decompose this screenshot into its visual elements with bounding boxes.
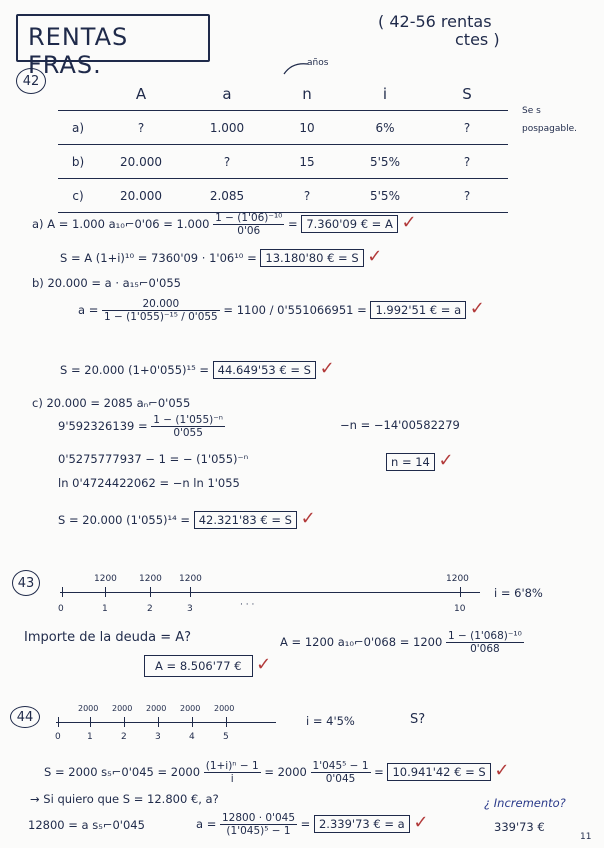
data-table	[58, 77, 508, 213]
eq-b2-num: 20.000	[102, 298, 220, 311]
problem-42-number: 42	[22, 73, 40, 89]
check-icon: ✓	[469, 298, 485, 319]
table-header-row	[58, 77, 508, 111]
eq-c2-num: 1 − (1'055)⁻ⁿ	[153, 414, 223, 426]
table-cell: c)	[72, 188, 84, 203]
anos-label: años	[307, 58, 329, 68]
page-number: 11	[580, 832, 592, 842]
table-cell: 2.085	[209, 188, 245, 203]
eq-44-s-num1: (1+i)ⁿ − 1	[205, 760, 259, 772]
eq-b1: b) 20.000 = a · a₁₅⌐0'055	[32, 276, 181, 290]
range-note-line2: ctes )	[455, 30, 500, 49]
payment-label: 2000	[146, 704, 167, 713]
tick	[124, 717, 125, 727]
payment-label: 1200	[446, 574, 469, 584]
eq-b2-mid: = 1100 / 0'551066951	[223, 303, 354, 317]
increment-label: ¿ Incremento?	[484, 796, 566, 810]
tick-label: · · ·	[240, 600, 255, 610]
eq-a1-fraction	[213, 212, 284, 237]
tick	[90, 717, 91, 727]
problem-43-number: 43	[17, 575, 35, 591]
tick	[158, 717, 159, 727]
eq-b2-den: 1 − (1'055)⁻¹⁵ / 0'055	[104, 311, 218, 323]
eq-a1-den: 0'06	[237, 225, 261, 237]
rate-44: i = 4'5%	[306, 714, 355, 728]
tick-label: 5	[223, 732, 229, 742]
table-cell: ?	[463, 154, 471, 169]
table-cell: 6%	[375, 120, 395, 135]
check-icon: ✓	[367, 246, 383, 267]
eq-c5-lhs: S = 20.000 (1'055)¹⁴ =	[58, 513, 191, 527]
eq-44-s-fraction2	[311, 760, 371, 785]
result-c5: 42.321'83 € = S	[194, 511, 297, 529]
tick	[192, 717, 193, 727]
question-44: → Si quiero que S = 12.800 €, a?	[30, 792, 219, 806]
eq-c2-fraction	[151, 414, 225, 439]
payment-label: 2000	[214, 704, 235, 713]
check-icon: ✓	[401, 212, 417, 233]
table-cell: 20.000	[120, 154, 162, 169]
eq-44-s-lhs: S = 2000 s₅⌐0'045 = 2000	[44, 765, 201, 779]
eq-43-fraction	[446, 630, 524, 655]
header-cell: n	[302, 84, 312, 103]
side-note-line1: Se s	[522, 106, 541, 116]
result-c3: n = 14	[386, 453, 435, 471]
side-note-line2: pospagable.	[522, 124, 577, 134]
timeline-44	[56, 722, 276, 723]
payment-label: 1200	[139, 574, 162, 584]
table-cell: 5'5%	[370, 154, 400, 169]
eq-43	[280, 630, 524, 655]
check-icon: ✓	[319, 358, 335, 379]
result-b3: 44.649'53 € = S	[213, 361, 316, 379]
eq-43-num: 1 − (1'068)⁻¹⁰	[447, 630, 522, 642]
eq-44-s-mid: = 2000	[264, 765, 307, 779]
eq-c2	[58, 414, 225, 439]
tick-label: 3	[155, 732, 161, 742]
header-cell: i	[382, 84, 388, 103]
table-cell: 5'5%	[370, 188, 400, 203]
eq-44-a-num: 12800 · 0'045	[222, 812, 296, 824]
payment-label: 1200	[94, 574, 117, 584]
eq-43-lhs: A = 1200 a₁₀⌐0'068 = 1200	[280, 635, 443, 649]
tick	[150, 587, 151, 597]
eq-c3: 0'5275777937 − 1 = − (1'055)⁻ⁿ	[58, 452, 249, 466]
eq-44-s-num2: 1'045⁵ − 1	[312, 760, 369, 772]
eq-44-a-label: a =	[196, 817, 217, 831]
result-44-a: 2.339'73 € = a	[314, 815, 410, 833]
table-cell: 20.000	[120, 188, 162, 203]
question-43: Importe de la deuda = A?	[24, 630, 192, 645]
eq-b2-lhs: a =	[78, 303, 99, 317]
eq-c4: ln 0'4724422062 = −n ln 1'055	[58, 476, 240, 490]
table-cell: 10	[299, 120, 315, 135]
tick	[62, 587, 63, 597]
eq-a2-lhs: S = A (1+i)¹⁰ = 7360'09 · 1'06¹⁰ =	[60, 251, 257, 265]
eq-c2-den: 0'055	[173, 427, 203, 439]
anos-arrow-icon	[282, 60, 312, 76]
tick-label: 2	[147, 604, 153, 614]
eq-44-s-den1: i	[230, 773, 234, 785]
table-cell: ?	[463, 188, 471, 203]
check-icon: ✓	[438, 450, 454, 471]
check-icon: ✓	[494, 760, 510, 781]
eq-44-s-den2: 0'045	[325, 773, 356, 785]
result-43-wrap	[144, 654, 271, 675]
result-c3-wrap	[386, 450, 454, 471]
result-a1: 7.360'09 € = A	[301, 215, 398, 233]
problem-44-number: 44	[16, 709, 34, 725]
table-cell: b)	[71, 154, 85, 169]
tick-label: 0	[58, 604, 64, 614]
eq-b3-lhs: S = 20.000 (1+0'055)¹⁵ =	[60, 363, 210, 377]
eq-b3	[60, 358, 335, 379]
check-icon: ✓	[256, 654, 272, 675]
table-cell: ?	[303, 188, 311, 203]
eq-a2	[60, 246, 382, 267]
tick-label: 0	[55, 732, 61, 742]
tick-label: 1	[102, 604, 108, 614]
tick-label: 3	[187, 604, 193, 614]
eq-a1: a) A = 1.000 a₁₀⌐0'06 = 1.000 $\frac{\text{1 − (1'06)⁻¹⁰}}{0'06}$ = 7.360'09 € = A ✓	[32, 212, 417, 237]
eq-44-a-den: (1'045)⁵ − 1	[226, 825, 291, 837]
eq-c2-lhs: 9'592326139 =	[58, 419, 148, 433]
header-cell: a	[222, 84, 232, 103]
timeline-43	[60, 592, 480, 593]
table-row	[58, 179, 508, 213]
eq-c5	[58, 508, 316, 529]
table-cell: 1.000	[209, 120, 245, 135]
tick	[226, 717, 227, 727]
eq-44-a-fraction	[220, 812, 297, 837]
eq-44-a: a = $\frac{12800 \cdot 0'045}{\text{(1'045)⁵ − 1}}$ = 2.339'73 € = a ✓	[196, 812, 429, 837]
problem-44-badge	[10, 706, 40, 728]
table-row	[58, 111, 508, 145]
eq-44-s: S = 2000 s₅⌐0'045 = 2000 $\frac{\text{(1+i)ⁿ − 1}}{i}$ = 2000 $\frac{\text{1'045⁵ − 1}}{0'045}$ = 10.941'42 € = S ✓	[44, 760, 510, 785]
eq-44-a-lhs: 12800 = a s₅⌐0'045	[28, 818, 145, 832]
tick-label: 1	[87, 732, 93, 742]
header-cell	[58, 77, 98, 111]
tick-label: 2	[121, 732, 127, 742]
check-icon: ✓	[413, 812, 429, 833]
table-cell: ?	[463, 120, 471, 135]
increment-value: 339'73 €	[494, 820, 545, 834]
result-b2: 1.992'51 € = a	[370, 301, 466, 319]
range-note-line1: ( 42-56 rentas	[378, 12, 492, 31]
rate-43: i = 6'8%	[494, 586, 543, 600]
payment-label: 2000	[180, 704, 201, 713]
result-43: A = 8.506'77 €	[144, 655, 253, 677]
tick	[460, 587, 461, 597]
check-icon: ✓	[300, 508, 316, 529]
eq-c1: c) 20.000 = 2085 aₙ⌐0'055	[32, 396, 191, 410]
payment-label: 1200	[179, 574, 202, 584]
header-cell: S	[462, 84, 472, 103]
eq-b2: a = $\frac{20.000}{\text{1 − (1'055)⁻¹⁵ / 0'055}}$ = 1100 / 0'551066951 = 1.992'51 € = a ✓	[78, 298, 485, 323]
result-44-s: 10.941'42 € = S	[387, 763, 490, 781]
title-box	[16, 14, 210, 79]
table-row	[58, 145, 508, 179]
payment-label: 2000	[112, 704, 133, 713]
table-cell: ?	[137, 120, 145, 135]
tick	[190, 587, 191, 597]
table-cell: ?	[223, 154, 231, 169]
table-cell: 15	[299, 154, 315, 169]
table-cell: a)	[71, 120, 85, 135]
eq-b2-fraction	[102, 298, 220, 323]
tick	[58, 717, 59, 727]
page-title: RENTAS FRAS.	[28, 23, 129, 79]
problem-43-badge	[12, 570, 40, 596]
tick	[105, 587, 106, 597]
s-question-44: S?	[410, 712, 426, 727]
header-cell: A	[135, 84, 147, 103]
eq-44-s-fraction1	[204, 760, 261, 785]
result-a2: 13.180'80 € = S	[260, 249, 363, 267]
payment-label: 2000	[78, 704, 99, 713]
eq-43-den: 0'068	[470, 643, 500, 655]
eq-a1-num: 1 − (1'06)⁻¹⁰	[215, 212, 283, 224]
tick-label: 4	[189, 732, 195, 742]
problem-42-badge	[16, 68, 46, 94]
eq-a1-lhs: a) A = 1.000 a₁₀⌐0'06 = 1.000	[32, 217, 210, 231]
eq-c2-right: −n = −14'00582279	[340, 418, 460, 432]
tick-label: 10	[454, 604, 466, 614]
